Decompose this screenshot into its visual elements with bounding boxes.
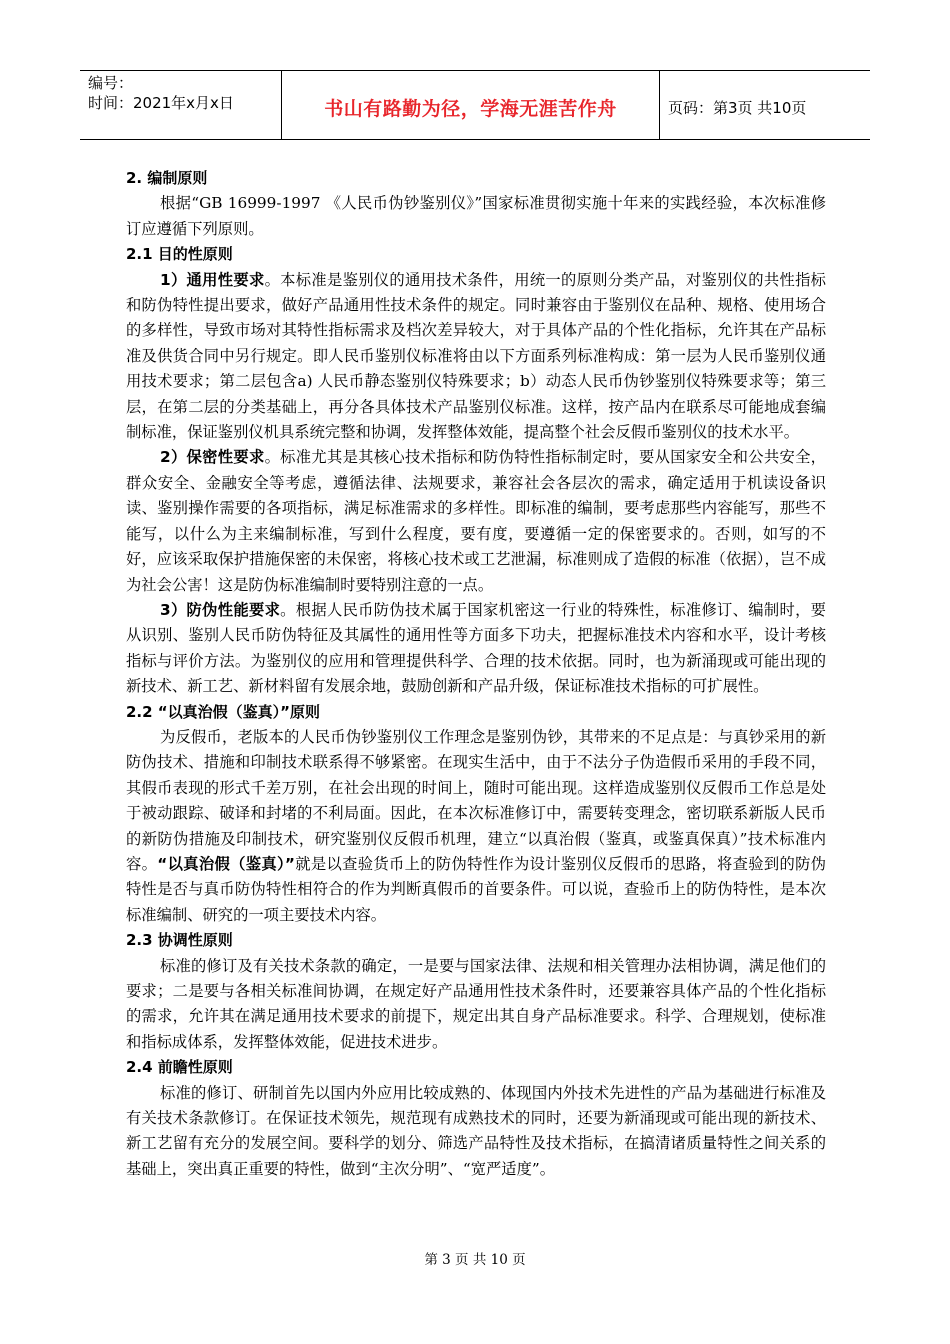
header-motto-cell bbox=[282, 71, 660, 139]
paragraph-lead-generality: 1）通用性要求 bbox=[160, 270, 265, 289]
section-2-4-heading: 2.4 前瞻性原则 bbox=[126, 1058, 233, 1077]
paragraph-text-anticounterfeit: 。根据人民币防伪技术属于国家机密这一行业的特殊性，标准修订、编制时，要从识别、鉴别人民币防伪特征及其属性的通用性等方面多下功夫，把握标准技术内容和水平，设计考核指标与评价方法。为鉴别仪的应用和管理提供科学、合理的技术依据。同时，也为新涌现或可能出现的新技术、新工艺、新材料留有发展余地，鼓励创新和产品升级，保证标准技术指标的可扩展性。 bbox=[126, 600, 826, 696]
section-2-1-heading: 2.1 目的性原则 bbox=[126, 245, 233, 264]
section-2-3-heading: 2.3 协调性原则 bbox=[126, 931, 233, 950]
section-2-3-paragraph: 标准的修订及有关技术条款的确定，一是要与国家法律、法规和相关管理办法相协调，满足他们的要求；二是要与各相关标准间协调，在规定好产品通用性技术条件时，还要兼容具体产品的个性化指标的需求，允许其在满足通用技术要求的前提下，规定出其自身产品标准要求。科学、合理规划，使标准和指标成体系，发挥整体效能，促进技术进步。 bbox=[126, 956, 826, 1051]
section-2-4-paragraph: 标准的修订、研制首先以国内外应用比较成熟的、体现国内外技术先进性的产品为基础进行标准及有关技术条款修订。在保证技术领先，规范现有成熟技术的同时，还要为新涌现或可能出现的新技术、新工艺留有充分的发展空间。要科学的划分、筛选产品特性及技术指标，在搞清诸质量特性之间关系的基础上，突出真正重要的特性，做到“主次分明”、“宽严适度”。 bbox=[126, 1083, 826, 1178]
paragraph-text-c: 就是以查验货币上的防伪特性作为设计鉴别仪反假币的思路，将查验到的防伪特性是否与真币防伪特性相符合的作为判断真假币的首要条件。可以说，查验币上的防伪特性，是本次标准编制、研究的一项主要技术内容。 bbox=[126, 854, 826, 924]
paragraph-text-a: 为反假币，老版本的人民币伪钞鉴别仪工作理念是鉴别伪钞，其带来的不足点是：与真钞采用的新防伪技术、措施和印制技术联系得不够紧密。在现实生活中，由于不法分子伪造假币采用的手段不同，其假币表现的形式千差万别，在社会出现的时间上，随时可能出现。这样造成鉴别仪反假币工作总是处于被动跟踪、破译和封堵的不利局面。因此，在本次标准修订中，需要转变理念，密切联系新版人民币的新防伪措施及印制技术，研究鉴别仪反假币机理，建立“以真治假（鉴真，或鉴真保真）”技术标准内容。 bbox=[126, 727, 826, 873]
section-2-1-paragraph-3 bbox=[126, 598, 826, 700]
section-2-2-heading: 2.2 “以真治假（鉴真）”原则 bbox=[126, 702, 321, 721]
section-2-1-paragraph-2 bbox=[126, 445, 826, 597]
header-meta bbox=[80, 71, 282, 139]
page-footer: 第 3 页 共 10 页 bbox=[424, 1252, 526, 1268]
section-2-paragraph: 根据“GB 16999-1997 《人民币伪钞鉴别仪》”国家标准贯彻实施十年来的实践经验，本次标准修订应遵循下列原则。 bbox=[126, 194, 826, 238]
header-page-info-cell bbox=[660, 71, 870, 139]
page-header bbox=[80, 70, 870, 140]
header-page-info: 页码：第3页 共10页 bbox=[668, 98, 807, 117]
section-2-1-paragraph-1 bbox=[126, 268, 826, 446]
paragraph-lead-confidentiality: 2）保密性要求 bbox=[160, 448, 265, 467]
section-2-2-paragraph bbox=[126, 725, 826, 928]
document-time-label: 时间：2021年x月x日 bbox=[88, 94, 234, 112]
paragraph-text-generality: 。本标准是鉴别仪的通用技术条件，用统一的原则分类产品，对鉴别仪的共性指标和防伪特性提出要求，做好产品通用性技术条件的规定。同时兼容由于鉴别仪在品种、规格、使用场合的多样性，导致市场对其特性指标需求及档次差异较大，对于具体产品的个性化指标，允许其在产品标准及供货合同中另行规定。即人民币鉴别仪标准将由以下方面系列标准构成：第一层为人民币鉴别仪通用技术要求；第二层包含a) 人民币静态鉴别仪特殊要求；b）动态人民币伪钞鉴别仪特殊要求等；第三层，在第二层的分类基础上，再分各具体技术产品鉴别仪标准。这样，按产品内在联系尽可能地成套编制标准，保证鉴别仪机具系统完整和协调，发挥整体效能，提高整个社会反假币鉴别仪的技术水平。 bbox=[126, 270, 826, 442]
paragraph-text-confidentiality: 。标准尤其是其核心技术指标和防伪特性指标制定时，要从国家安全和公共安全，群众安全、金融安全等考虑，遵循法律、法规要求，兼容社会各层次的需求，确定适用于机读设备识读、鉴别操作需要的各项指标，满足标准需求的多样性。即标准的编制，要考虑那些内容能写，那些不能写，以什么为主来编制标准，写到什么程度，要有度，要遵循一定的保密要求的。否则，如写的不好，应该采取保护措施保密的未保密，将核心技术或工艺泄漏，标准则成了造假的标准（依据），岂不成为社会公害！这是防伪标准编制时要特别注意的一点。 bbox=[126, 448, 826, 594]
paragraph-emphasis: “以真治假（鉴真）” bbox=[157, 854, 295, 873]
section-2-heading: 2. 编制原则 bbox=[126, 169, 208, 187]
document-number-label: 编号： bbox=[88, 74, 134, 92]
document-body bbox=[126, 166, 826, 1182]
header-motto: 书山有路勤为径，学海无涯苦作舟 bbox=[324, 97, 617, 120]
paragraph-lead-anticounterfeit: 3）防伪性能要求 bbox=[160, 600, 281, 619]
